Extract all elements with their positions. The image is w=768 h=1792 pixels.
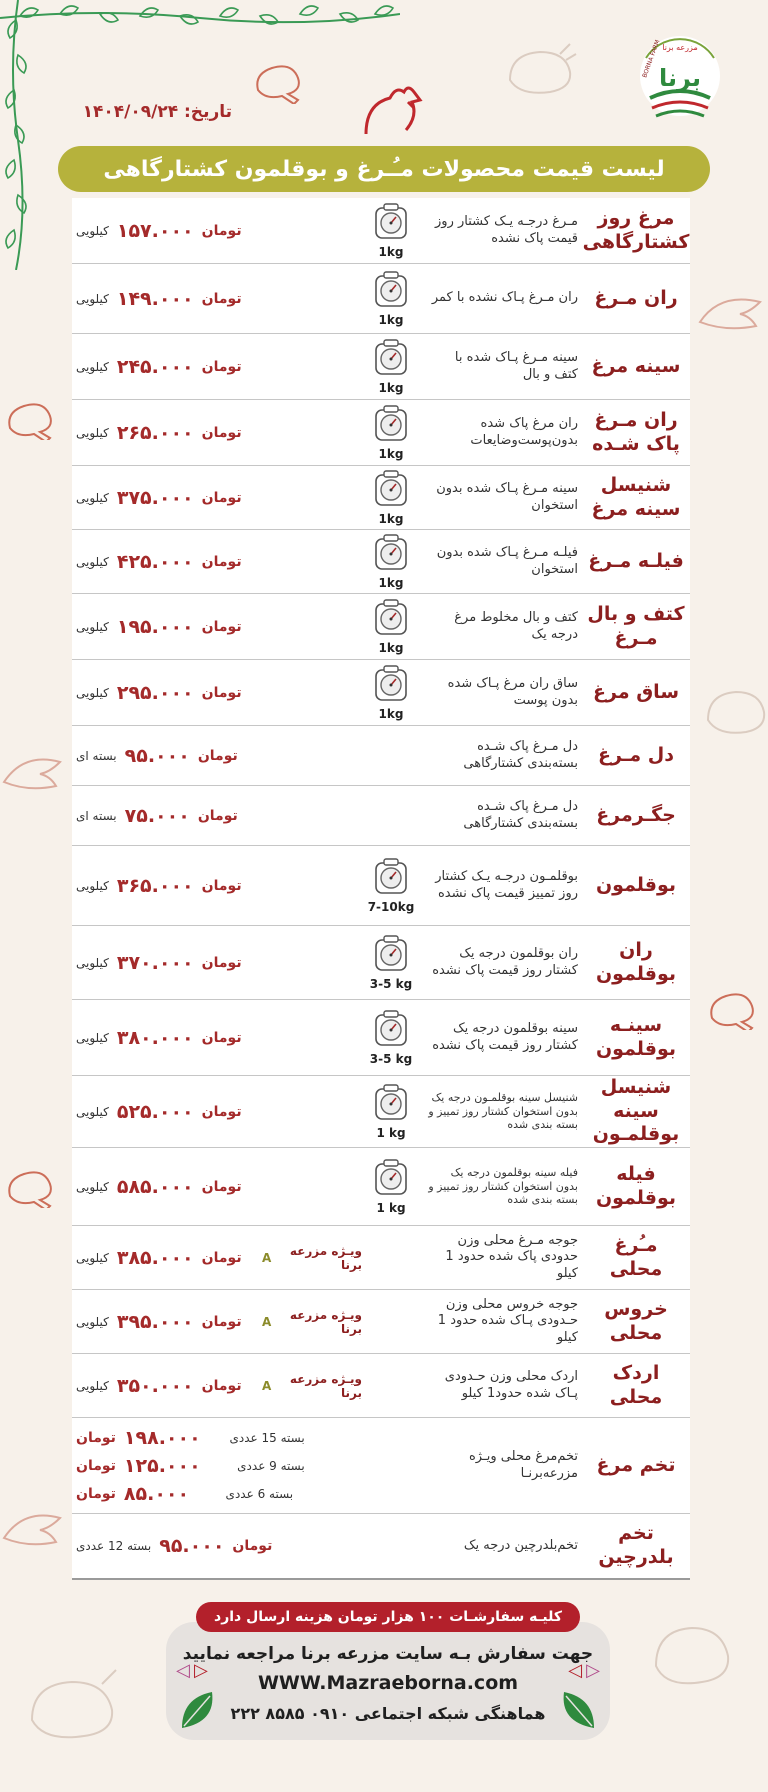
product-description xyxy=(428,530,578,593)
weight-scale xyxy=(362,660,420,725)
price-cell xyxy=(76,530,264,593)
currency-label: تومان xyxy=(201,1377,242,1394)
description-text: مـرغ درجـه یـک کشتار روز قیمت پاک نشده xyxy=(435,214,578,246)
product-description xyxy=(428,1000,578,1075)
currency-label: تومان xyxy=(197,807,238,824)
product-name: تخم بلدرچین xyxy=(598,1522,674,1568)
pack-size: بسته 6 عددی xyxy=(225,1487,294,1501)
scale-icon xyxy=(374,469,408,511)
price-amount: ۹۵.۰۰۰ xyxy=(159,1535,225,1557)
currency-label: تومان xyxy=(201,489,242,506)
weight-scale xyxy=(362,1076,420,1147)
svg-text:مزرعه برنا: مزرعه برنا xyxy=(662,43,698,52)
price-amount: ۱۹۸.۰۰۰ xyxy=(123,1427,201,1449)
price-unit: کیلویی xyxy=(76,1314,109,1329)
price-cell xyxy=(76,1000,264,1075)
price-row xyxy=(72,264,690,334)
weight-scale xyxy=(362,334,420,399)
description-text: ران بوقلمون درجه یک کشتار روز قیمت پاک نشده xyxy=(432,946,578,978)
product-name: کتف و بال مـرغ xyxy=(587,602,685,649)
price-amount: ۱۵۷.۰۰۰ xyxy=(116,219,194,242)
price-unit: کیلویی xyxy=(76,1030,109,1045)
price-amount: ۳۷۰.۰۰۰ xyxy=(116,951,194,974)
price-amount: ۳۸۵.۰۰۰ xyxy=(116,1246,194,1269)
badge-mark: A xyxy=(262,1378,272,1393)
price-amount: ۲۶۵.۰۰۰ xyxy=(116,421,194,444)
product-description xyxy=(428,1514,578,1578)
price-row xyxy=(72,726,690,786)
currency-label: تومان xyxy=(201,222,242,239)
product-description xyxy=(428,726,578,785)
product-description xyxy=(428,400,578,465)
scale-icon xyxy=(374,202,408,244)
product-name: بوقلمون xyxy=(595,873,677,896)
price-unit: کیلویی xyxy=(76,685,109,700)
title-text: لیست قیمت محصولات مـُـرغ و بوقلمون کشتارگاهی xyxy=(103,156,665,182)
egg-price-list xyxy=(76,1424,306,1508)
scale-icon xyxy=(374,404,408,446)
weight-label: 1 kg xyxy=(376,1201,406,1215)
price-cell xyxy=(76,1226,264,1289)
weight-label: 1kg xyxy=(378,381,404,395)
currency-label: تومان xyxy=(201,358,242,375)
product-description xyxy=(428,1226,578,1289)
roast-chicken-icon xyxy=(700,680,768,740)
product-description xyxy=(428,660,578,725)
vine-border-left xyxy=(0,0,38,270)
description-text: سینه بوقلمون درجه یک کشتار روز قیمت پاک نشده xyxy=(432,1021,578,1053)
farm-special-badge xyxy=(262,1354,362,1417)
egg-price-option xyxy=(76,1424,306,1452)
price-row xyxy=(72,198,690,264)
currency-label: تومان xyxy=(201,1178,242,1195)
price-cell xyxy=(76,1514,306,1578)
price-amount: ۳۵۰.۰۰۰ xyxy=(116,1374,194,1397)
currency-label: تومان xyxy=(201,1103,242,1120)
description-text: اردک محلی وزن حـدودی پـاک شده حدود1 کیلو xyxy=(444,1369,578,1401)
product-name: خروس محلی xyxy=(604,1297,668,1344)
price-row-quail xyxy=(72,1514,690,1580)
weight-scale xyxy=(362,198,420,263)
currency-label: تومان xyxy=(201,553,242,570)
weight-scale xyxy=(362,926,420,999)
description-text: بوقلمـون درجـه یـک کشتار روز تمییز قیمت پاک نشده xyxy=(435,869,578,901)
currency-label: تومان xyxy=(76,1486,116,1502)
price-unit: کیلویی xyxy=(76,1179,109,1194)
price-cell xyxy=(76,660,264,725)
weight-label: 3-5 kg xyxy=(369,977,413,991)
price-cell xyxy=(76,1290,264,1353)
currency-label: تومان xyxy=(201,424,242,441)
badge-text: ویـژه مزرعه برنا xyxy=(289,1243,362,1272)
rooster-icon xyxy=(360,82,430,142)
svg-text:BORNA FARM: BORNA FARM xyxy=(641,38,662,79)
arrow-right-icon: ◁ xyxy=(568,1660,582,1681)
price-unit: بسته ای xyxy=(76,808,117,823)
roast-chicken-icon xyxy=(22,1664,122,1744)
description-text: جوجه خروس محلی وزن حـدودی پـاک شده حدود 1 کیلو xyxy=(437,1297,578,1345)
product-description xyxy=(428,334,578,399)
price-unit: کیلویی xyxy=(76,1104,109,1119)
description-text: تخم‌بلدرچین درجه یک xyxy=(463,1537,578,1553)
price-row xyxy=(72,846,690,926)
price-row xyxy=(72,1290,690,1354)
badge-mark: A xyxy=(262,1314,272,1329)
description-text: تخم‌مرغ محلی ویـژه مزرعه‌برنـا xyxy=(468,1449,578,1481)
product-name: فیلـه مـرغ xyxy=(588,549,684,572)
product-name: ران بوقلمون xyxy=(595,938,677,985)
scale-icon xyxy=(374,857,408,899)
product-description xyxy=(428,1148,578,1225)
arrow-right-icon: ▷ xyxy=(586,1660,600,1681)
price-amount: ۴۲۵.۰۰۰ xyxy=(116,550,194,573)
price-unit: کیلویی xyxy=(76,955,109,970)
contact-box xyxy=(166,1622,610,1740)
description-text: سینه مـرغ پـاک شده با کتف و بال xyxy=(454,350,578,382)
product-name: شنیسل سینه مرغ xyxy=(591,473,681,520)
price-amount: ۵۸۵.۰۰۰ xyxy=(116,1175,194,1198)
chicken-leg-icon xyxy=(4,400,62,440)
scale-icon xyxy=(374,533,408,575)
currency-label: تومان xyxy=(232,1538,273,1554)
product-name: شنیسل سینه بوقلمـون xyxy=(592,1075,680,1146)
product-name: مرغ روز کشتارگاهی xyxy=(582,206,690,253)
product-description xyxy=(428,786,578,845)
product-description xyxy=(428,466,578,529)
weight-scale xyxy=(362,594,420,659)
price-amount: ۹۵.۰۰۰ xyxy=(124,744,190,767)
product-description xyxy=(428,1076,578,1147)
pack-size: بسته 15 عددی xyxy=(229,1431,305,1445)
weight-label: 1kg xyxy=(378,512,404,526)
price-cell xyxy=(76,334,264,399)
chicken-wing-icon xyxy=(0,1508,64,1552)
price-unit: بسته ای xyxy=(76,748,117,763)
product-name: سینه مرغ xyxy=(591,354,681,377)
currency-label: تومان xyxy=(201,684,242,701)
price-row xyxy=(72,1076,690,1148)
price-row xyxy=(72,660,690,726)
website-link[interactable]: WWW.Mazraeborna.com xyxy=(257,1672,519,1694)
price-row xyxy=(72,1000,690,1076)
weight-label: 1kg xyxy=(378,576,404,590)
price-cell xyxy=(76,726,264,785)
description-text: فیله سینه بوقلمون درجه یک بدون استخوان کشتار روز تمییز و بسته بندی شده xyxy=(428,1165,578,1207)
product-description xyxy=(428,1354,578,1417)
weight-label: 1kg xyxy=(378,707,404,721)
farm-special-badge xyxy=(262,1290,362,1353)
description-text: فیلـه مـرغ پـاک شده بدون استخوان xyxy=(436,545,578,577)
price-unit: کیلویی xyxy=(76,359,109,374)
product-name: فیله بوقلمون xyxy=(595,1162,677,1209)
product-name: ران مـرغ xyxy=(594,286,678,309)
price-cell xyxy=(76,1076,264,1147)
description-text: دل مـرغ پاک شـده بسته‌بندی کشتارگاهی xyxy=(463,739,578,771)
description-text: کتف و بال مخلوط مرغ درجه یک xyxy=(454,610,578,642)
price-cell xyxy=(76,198,264,263)
borna-farm-logo xyxy=(632,28,728,128)
price-amount: ۳۹۵.۰۰۰ xyxy=(116,1310,194,1333)
currency-label: تومان xyxy=(201,954,242,971)
product-description xyxy=(428,846,578,925)
egg-price-option xyxy=(76,1480,306,1508)
price-amount: ۸۵.۰۰۰ xyxy=(123,1483,190,1505)
social-contact: هماهنگی شبکه اجتماعی ۰۹۱۰ ۸۵۸۵ ۲۲۲ xyxy=(230,1704,546,1723)
weight-label: 1 kg xyxy=(376,1126,406,1140)
scale-icon xyxy=(374,338,408,380)
description-text: شنیسل سینه بوقلمـون درجه یک بدون استخوان کشتار روز تمییز و بسته بندی شده xyxy=(428,1090,578,1132)
price-unit: کیلویی xyxy=(76,1250,109,1265)
price-amount: ۳۶۵.۰۰۰ xyxy=(116,874,194,897)
currency-label: تومان xyxy=(76,1430,116,1446)
price-cell xyxy=(76,1354,264,1417)
product-name: مـُرغ محلی xyxy=(609,1233,663,1280)
product-description xyxy=(428,594,578,659)
price-unit: کیلویی xyxy=(76,223,109,238)
currency-label: تومان xyxy=(201,1313,242,1330)
weight-scale xyxy=(362,400,420,465)
badge-mark: A xyxy=(262,1250,272,1265)
arrow-left-icon: ▷ xyxy=(194,1660,208,1681)
product-description xyxy=(428,1418,578,1513)
currency-label: تومان xyxy=(201,618,242,635)
price-unit: کیلویی xyxy=(76,490,109,505)
farm-special-badge xyxy=(262,1226,362,1289)
price-cell xyxy=(76,926,264,999)
weight-label: 1kg xyxy=(378,245,404,259)
chicken-wing-icon xyxy=(0,752,64,796)
price-amount: ۱۴۹.۰۰۰ xyxy=(116,287,194,310)
scale-icon xyxy=(374,1009,408,1051)
currency-label: تومان xyxy=(201,1029,242,1046)
scale-icon xyxy=(374,598,408,640)
weight-scale xyxy=(362,264,420,333)
product-name: تخم مرغ xyxy=(596,1453,676,1476)
badge-text: ویـژه مزرعه برنا xyxy=(289,1371,362,1400)
leaf-icon xyxy=(560,1688,598,1732)
price-cell xyxy=(76,786,264,845)
weight-scale xyxy=(362,1000,420,1075)
price-table xyxy=(72,198,690,1580)
price-row xyxy=(72,594,690,660)
description-text: دل مـرغ پاک شـده بسته‌بندی کشتارگاهی xyxy=(463,799,578,831)
weight-label: 3-5 kg xyxy=(369,1052,413,1066)
price-amount: ۱۹۵.۰۰۰ xyxy=(116,615,194,638)
product-name: سینـه بوقلمون xyxy=(595,1013,677,1060)
price-amount: ۳۷۵.۰۰۰ xyxy=(116,486,194,509)
product-name: ساق مرغ xyxy=(593,680,679,703)
price-unit: کیلویی xyxy=(76,1378,109,1393)
price-row xyxy=(72,1148,690,1226)
description-text: جوجه مـرغ محلی وزن حدودی پاک شده حدود 1 کیلو xyxy=(445,1233,578,1281)
weight-scale xyxy=(362,530,420,593)
price-unit: کیلویی xyxy=(76,554,109,569)
description-text: ساق ران مرغ پـاک شده بدون پوست xyxy=(447,676,578,708)
product-description xyxy=(428,926,578,999)
scale-icon xyxy=(374,1158,408,1200)
price-cell xyxy=(76,400,264,465)
price-row xyxy=(72,926,690,1000)
product-description xyxy=(428,1290,578,1353)
chicken-leg-icon xyxy=(4,1168,62,1208)
scale-icon xyxy=(374,1083,408,1125)
egg-price-option xyxy=(76,1452,306,1480)
price-row xyxy=(72,466,690,530)
price-row xyxy=(72,400,690,466)
price-row xyxy=(72,786,690,846)
badge-text: ویـژه مزرعه برنا xyxy=(289,1307,362,1336)
price-unit: کیلویی xyxy=(76,619,109,634)
pack-size: بسته 9 عددی xyxy=(237,1459,305,1473)
arrow-left-icon: ◁ xyxy=(176,1660,190,1681)
price-cell xyxy=(76,846,264,925)
currency-label: تومان xyxy=(201,1249,242,1266)
description-text: ران مـرغ پـاک نشده با کمر xyxy=(431,290,578,306)
price-amount: ۵۲۵.۰۰۰ xyxy=(116,1100,194,1123)
weight-label: 1kg xyxy=(378,313,404,327)
price-row xyxy=(72,530,690,594)
leaf-icon xyxy=(178,1688,216,1732)
pack-size: بسته 12 عددی xyxy=(76,1539,152,1553)
currency-label: تومان xyxy=(197,747,238,764)
price-row xyxy=(72,1354,690,1418)
scale-icon xyxy=(374,664,408,706)
chicken-leg-icon xyxy=(706,990,764,1030)
price-amount: ۳۸۰.۰۰۰ xyxy=(116,1026,194,1049)
price-unit: کیلویی xyxy=(76,425,109,440)
price-cell xyxy=(76,594,264,659)
scale-icon xyxy=(374,934,408,976)
order-note: جهت سفارش بـه سایت مزرعه برنا مراجعه نمایید xyxy=(182,1644,594,1664)
price-amount: ۲۴۵.۰۰۰ xyxy=(116,355,194,378)
vine-border-top xyxy=(0,0,400,34)
price-date: تاریخ: ۱۴۰۴/۰۹/۲۴ xyxy=(82,102,232,122)
description-text: ران مرغ پاک شده بدون‌پوست‌وضایعات xyxy=(470,416,578,448)
currency-label: تومان xyxy=(201,877,242,894)
description-text: سینه مـرغ پـاک شده بدون استخوان xyxy=(436,481,578,513)
chicken-leg-icon xyxy=(252,60,312,104)
weight-scale xyxy=(362,466,420,529)
product-description xyxy=(428,198,578,263)
product-name: ران مـرغ پاک شـده xyxy=(592,408,680,455)
price-amount: ۷۵.۰۰۰ xyxy=(124,804,190,827)
currency-label: تومان xyxy=(76,1458,116,1474)
weight-scale xyxy=(362,1148,420,1225)
product-name: اردک محلی xyxy=(609,1361,663,1408)
price-row xyxy=(72,334,690,400)
product-name: دل مـرغ xyxy=(598,743,674,766)
weight-label: 1kg xyxy=(378,447,404,461)
scale-icon xyxy=(374,270,408,312)
weight-label: 1kg xyxy=(378,641,404,655)
roast-chicken-icon xyxy=(646,1610,738,1690)
price-cell xyxy=(76,466,264,529)
price-amount: ۲۹۵.۰۰۰ xyxy=(116,681,194,704)
price-row xyxy=(72,1226,690,1290)
weight-scale xyxy=(362,846,420,925)
product-name: جگـرمرغ xyxy=(596,803,676,826)
svg-text:برنا: برنا xyxy=(659,64,701,92)
price-cell xyxy=(76,1148,264,1225)
price-unit: کیلویی xyxy=(76,291,109,306)
price-unit: کیلویی xyxy=(76,878,109,893)
price-cell xyxy=(76,264,264,333)
roast-chicken-icon xyxy=(500,40,580,100)
weight-label: 7-10kg xyxy=(367,900,415,914)
product-description xyxy=(428,264,578,333)
shipping-banner: کلیـه سفارشـات ۱۰۰ هزار تومان هزینه ارسال دارد xyxy=(196,1602,580,1632)
price-amount: ۱۲۵.۰۰۰ xyxy=(123,1455,201,1477)
currency-label: تومان xyxy=(201,290,242,307)
price-row-eggs xyxy=(72,1418,690,1514)
page-title xyxy=(58,146,710,192)
chicken-wing-icon xyxy=(696,292,766,336)
